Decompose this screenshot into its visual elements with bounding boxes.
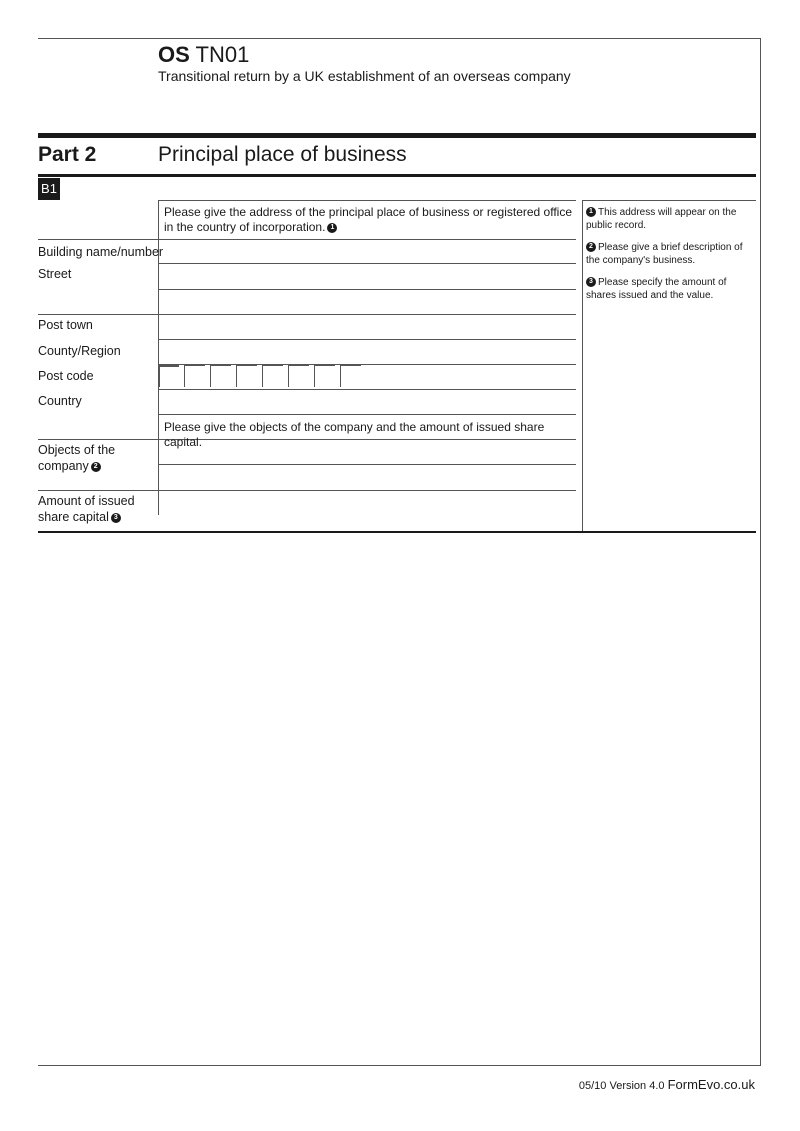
objects-label-line1: Objects of the: [38, 443, 116, 457]
form-code: [158, 42, 249, 68]
form-subtitle: Transitional return by a UK establishment of an overseas company: [158, 68, 571, 84]
note-3-icon: 3: [586, 277, 596, 287]
note-1-text: This address will appear on the public record.: [586, 207, 737, 231]
post-code-box-5[interactable]: [262, 365, 283, 387]
post-code-box-7[interactable]: [314, 365, 335, 387]
form-number: TN01: [195, 42, 250, 67]
note-2-marker: 2: [91, 462, 101, 472]
note-3-marker: 3: [111, 513, 121, 523]
street-field-2[interactable]: [160, 290, 578, 315]
part-label: Part 2: [38, 143, 97, 166]
row-rule-0: [158, 200, 576, 201]
capital-field[interactable]: [160, 491, 578, 532]
post-code-box-6[interactable]: [288, 365, 309, 387]
note-3: [586, 276, 754, 302]
part-bottom-rule: [38, 174, 756, 177]
country-field[interactable]: [160, 390, 578, 415]
post-town-field[interactable]: [160, 315, 578, 340]
building-label: Building name/number: [38, 245, 164, 259]
note-3-text: Please specify the amount of shares issued and the value.: [586, 277, 727, 301]
brand-text: FormEvo.co.uk: [667, 1077, 755, 1092]
note-2-text: Please give a brief description of the company's business.: [586, 242, 743, 266]
post-code-box-8[interactable]: [340, 365, 361, 387]
capital-label: [38, 493, 135, 525]
notes-top-rule: [582, 200, 756, 201]
street-field-1[interactable]: [160, 264, 578, 290]
county-field[interactable]: [160, 340, 578, 365]
objects-label-line2: company: [38, 459, 89, 473]
part-title: Principal place of business: [158, 143, 407, 166]
objects-label: [38, 442, 115, 474]
top-border: [38, 38, 760, 39]
part-top-rule: [38, 133, 756, 138]
post-town-label: Post town: [38, 318, 93, 332]
address-instruction: [164, 205, 574, 235]
objects-instruction: Please give the objects of the company and the amount of issued share capital.: [164, 420, 545, 449]
country-label: Country: [38, 394, 82, 408]
capital-label-line2: share capital: [38, 510, 109, 524]
bottom-border: [38, 1065, 760, 1066]
post-code-box-4[interactable]: [236, 365, 257, 387]
street-label: Street: [38, 267, 72, 281]
post-code-box-1[interactable]: [158, 365, 179, 387]
right-border: [760, 38, 761, 1066]
section-badge: B1: [38, 178, 60, 200]
note-2-icon: 2: [586, 242, 596, 252]
building-field[interactable]: [160, 240, 578, 264]
version-text: 05/10 Version 4.0: [578, 1080, 665, 1092]
note-2: [586, 241, 754, 267]
county-label: County/Region: [38, 344, 121, 358]
note-1: [586, 206, 754, 232]
note-1-marker: 1: [327, 223, 337, 233]
post-code-label: Post code: [38, 369, 94, 383]
post-code-box-3[interactable]: [210, 365, 231, 387]
notes-left-edge: [582, 200, 583, 531]
form-prefix: OS: [158, 42, 190, 67]
footer: [579, 1077, 755, 1092]
post-code-box-2[interactable]: [184, 365, 205, 387]
capital-label-line1: Amount of issued: [38, 494, 135, 508]
address-instruction-text: Please give the address of the principal place of business or registered office in the country of incorporation.: [164, 205, 573, 234]
note-1-icon: 1: [586, 207, 596, 217]
objects-field-2[interactable]: [160, 465, 578, 491]
